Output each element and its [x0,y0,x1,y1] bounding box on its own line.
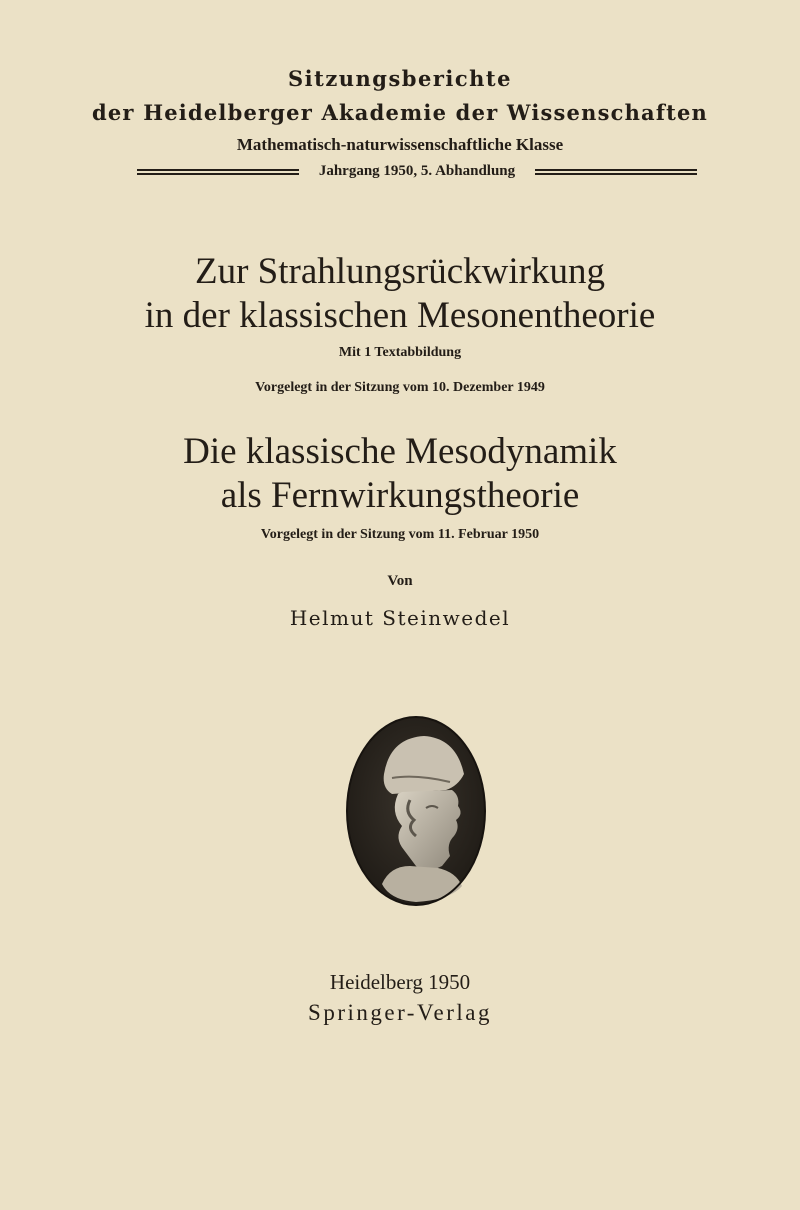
paper1-title-line2: in der klassischen Mesonentheorie [144,295,656,336]
double-rule-left [137,169,299,175]
series-title: Sitzungsberichte [287,66,512,91]
class-name: Mathematisch-naturwissenschaftliche Klasse [236,135,564,154]
paper1-figures-note: Mit 1 Textabbildung [338,345,462,360]
double-rule-right [535,169,697,175]
publisher-name: Springer-Verlag [308,1000,492,1025]
volume-info: Jahrgang 1950, 5. Abhandlung [318,163,516,179]
paper1-title-line1: Zur Strahlungsrückwirkung [194,251,606,292]
academy-name: der Heidelberger Akademie der Wissenschaften [91,100,709,125]
paper2-title-line1: Die klassische Mesodynamik [183,431,617,472]
paper2-title-line2: als Fernwirkungstheorie [220,475,580,516]
publication-place-year: Heidelberg 1950 [329,970,471,994]
author-name: Helmut Steinwedel [289,606,511,630]
athena-profile-cameo-icon [346,716,486,906]
byline-von: Von [387,573,413,589]
paper2-presented-date: Vorgelegt in der Sitzung vom 11. Februar 1950 [260,527,540,542]
volume-rule-row [137,163,697,183]
paper1-presented-date: Vorgelegt in der Sitzung vom 10. Dezember 1949 [255,380,545,395]
